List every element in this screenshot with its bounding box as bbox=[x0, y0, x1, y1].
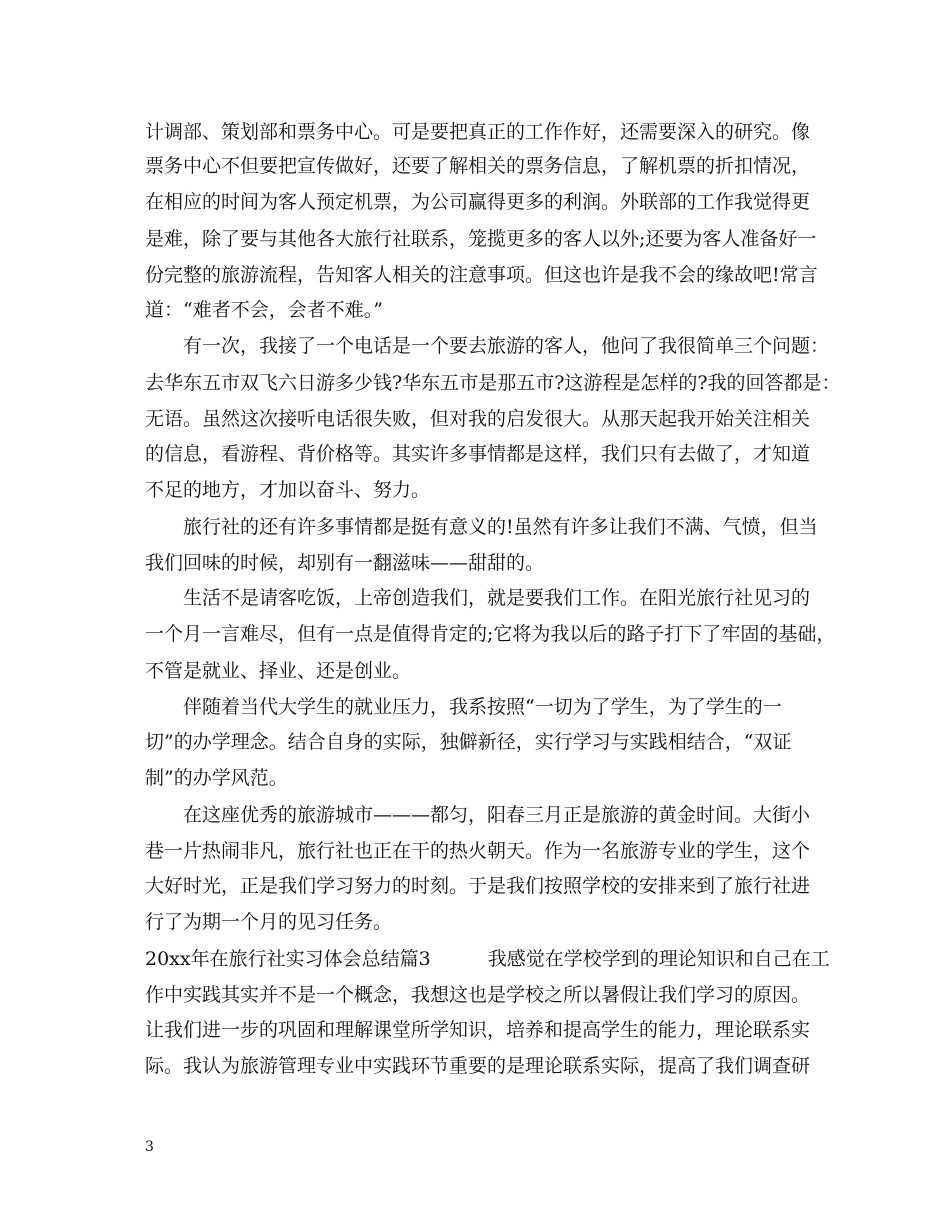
text-line: 计调部、策划部和票务中心。可是要把真正的工作作好，还需要深入的研究。像 bbox=[145, 121, 811, 143]
text-line: 不足的地方，才加以奋斗、努力。 bbox=[145, 479, 431, 501]
text-line: 份完整的旅游流程，告知客人相关的注意事项。但这也许是我不会的缘故吧!常言 bbox=[145, 264, 818, 286]
page-number: 3 bbox=[145, 1139, 154, 1155]
text-line: 无语。虽然这次接听电话很失败，但对我的启发很大。从那天起我开始关注相关 bbox=[145, 408, 811, 430]
text-line: 际。我认为旅游管理专业中实践环节重要的是理论联系实际，提高了我们调查研 bbox=[145, 1055, 811, 1077]
text-line: 有一次，我接了一个电话是一个要去旅游的客人，他问了我很简单三个问题： bbox=[145, 335, 830, 357]
text-line: 的信息，看游程、背价格等。其实许多事情都是这样，我们只有去做了，才知道 bbox=[145, 443, 811, 465]
text-line: 在相应的时间为客人预定机票，为公司赢得更多的利润。外联部的工作我觉得更 bbox=[145, 191, 811, 213]
text-line: 让我们进一步的巩固和理解课堂所学知识，培养和提高学生的能力，理论联系实 bbox=[145, 1019, 811, 1041]
text-line: 制”的办学风范。 bbox=[145, 767, 288, 789]
text-line: 伴随着当代大学生的就业压力，我系按照“一切为了学生，为了学生的一 bbox=[145, 696, 782, 718]
text-line: 大好时光，正是我们学习努力的时刻。于是我们按照学校的安排来到了旅行社进 bbox=[145, 875, 811, 897]
text-line: 去华东五市双飞六日游多少钱?华东五市是那五市?这游程是怎样的?我的回答都是： bbox=[145, 372, 841, 394]
text-line: 一个月一言难尽，但有一点是值得肯定的;它将为我以后的路子打下了牢固的基础， bbox=[145, 623, 836, 645]
text-line: 旅行社的还有许多事情都是挺有意义的!虽然有许多让我们不满、气愤，但当 bbox=[145, 516, 818, 538]
text-line: 作中实践其实并不是一个概念，我想这也是学校之所以暑假让我们学习的原因。 bbox=[145, 984, 811, 1006]
text-line: 切”的办学理念。结合自身的实际，独僻新径，实行学习与实践相结合，“双证 bbox=[145, 731, 792, 753]
text-line: 是难，除了要与其他各大旅行社联系，笼揽更多的客人以外;还要为客人准备好一 bbox=[145, 228, 817, 250]
text-line: 行了为期一个月的见习任务。 bbox=[145, 911, 393, 933]
text-line: 巷一片热闹非凡，旅行社也正在干的热火朝天。作为一名旅游专业的学生，这个 bbox=[145, 840, 811, 862]
text-line: 生活不是请客吃饭，上帝创造我们，就是要我们工作。在阳光旅行社见习的 bbox=[145, 587, 811, 609]
section-heading-line: 20xx年在旅行社实习体会总结篇3 我感觉在学校学到的理论知识和自己在工 bbox=[145, 948, 830, 970]
text-line: 在这座优秀的旅游城市———都匀，阳春三月正是旅游的黄金时间。大街小 bbox=[145, 804, 811, 826]
text-line: 不管是就业、择业、还是创业。 bbox=[145, 660, 412, 682]
text-line: 道：“难者不会，会者不难。” bbox=[145, 299, 383, 321]
text-line: 票务中心不但要把宣传做好，还要了解相关的票务信息，了解机票的折扣情况， bbox=[145, 155, 811, 177]
text-line: 我们回味的时候，却别有一翻滋味——甜甜的。 bbox=[145, 552, 545, 574]
